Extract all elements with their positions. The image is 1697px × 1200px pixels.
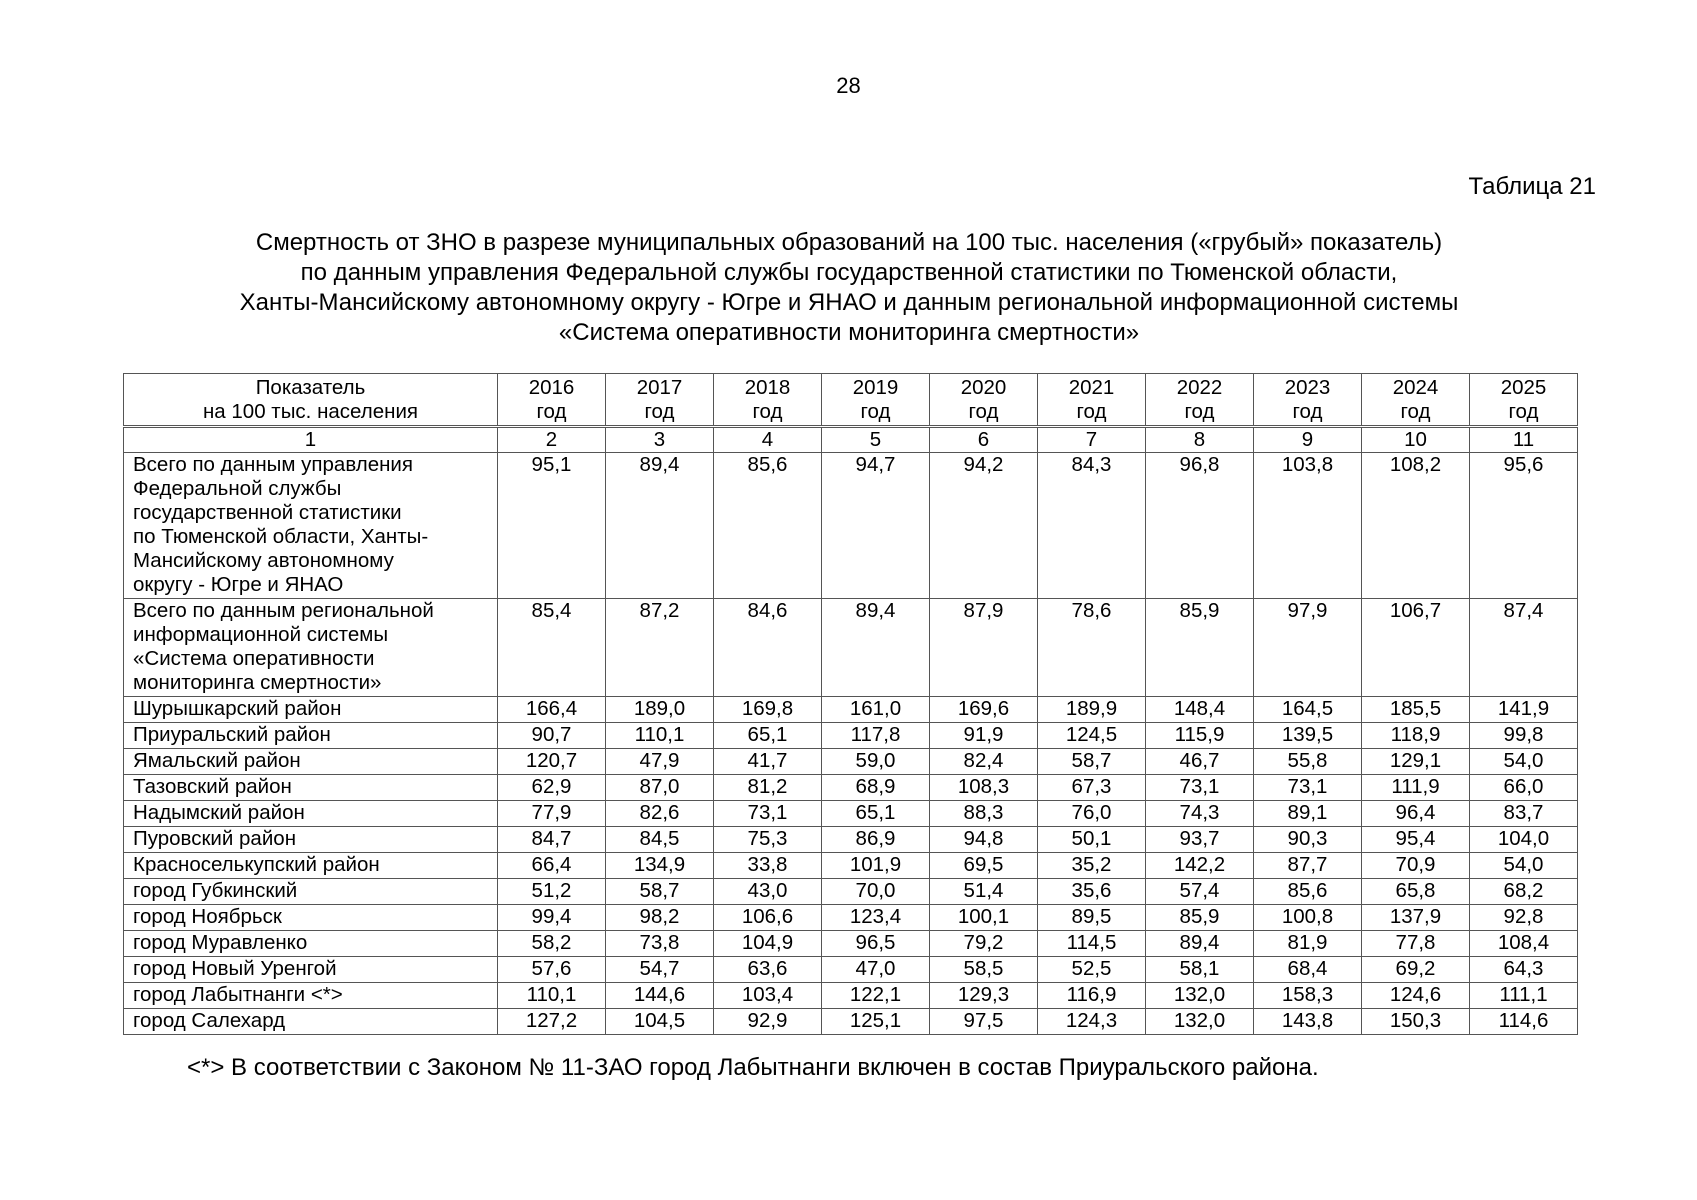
cell-value: 95,1 — [498, 453, 606, 599]
row-name — [124, 453, 498, 599]
cell-value: 58,2 — [498, 931, 606, 957]
row-name-text: город Лабытнанги <*> — [133, 983, 343, 1006]
cell-value: 90,7 — [498, 723, 606, 749]
cell-value: 87,0 — [606, 775, 714, 801]
cell-value: 101,9 — [822, 853, 930, 879]
row-name-text: город Губкинский — [133, 879, 298, 902]
cell-value: 35,6 — [1038, 879, 1146, 905]
table-row — [124, 749, 1578, 775]
cell-value: 87,7 — [1254, 853, 1362, 879]
cell-value: 90,3 — [1254, 827, 1362, 853]
cell-value: 161,0 — [822, 697, 930, 723]
row-name-text: город Салехард — [133, 1009, 286, 1032]
header-year — [606, 374, 714, 427]
header-year — [1254, 374, 1362, 427]
row-name-text: город Муравленко — [133, 931, 308, 954]
cell-value: 115,9 — [1146, 723, 1254, 749]
cell-value: 127,2 — [498, 1009, 606, 1035]
cell-value: 59,0 — [822, 749, 930, 775]
header-line: 2016 — [528, 376, 575, 399]
cell-value: 69,2 — [1362, 957, 1470, 983]
table-row — [124, 801, 1578, 827]
row-name — [124, 827, 498, 853]
cell-value: 84,7 — [498, 827, 606, 853]
cell-value: 78,6 — [1038, 599, 1146, 697]
cell-value: 85,9 — [1146, 599, 1254, 697]
header-line: год — [1292, 400, 1323, 423]
cell-value: 85,4 — [498, 599, 606, 697]
cell-value: 83,7 — [1470, 801, 1578, 827]
table-row — [124, 931, 1578, 957]
cell-value: 73,8 — [606, 931, 714, 957]
table-row — [124, 723, 1578, 749]
column-numbers-row — [124, 427, 1578, 453]
cell-value: 91,9 — [930, 723, 1038, 749]
header-line: год — [536, 400, 567, 423]
footnote: <*> В соответствии с Законом № 11-ЗАО город Лабытнанги включен в состав Приуральского района. — [187, 1054, 1319, 1081]
table-row — [124, 697, 1578, 723]
cell-value: 189,0 — [606, 697, 714, 723]
mortality-table — [123, 373, 1578, 1035]
table-row — [124, 599, 1578, 697]
cell-value: 47,9 — [606, 749, 714, 775]
cell-value: 141,9 — [1470, 697, 1578, 723]
cell-value: 63,6 — [714, 957, 822, 983]
row-name — [124, 775, 498, 801]
title-line: по данным управления Федеральной службы государственной статистики по Тюменской области, — [300, 259, 1398, 286]
column-number: 10 — [1362, 427, 1470, 453]
cell-value: 69,5 — [930, 853, 1038, 879]
cell-value: 164,5 — [1254, 697, 1362, 723]
cell-value: 92,9 — [714, 1009, 822, 1035]
cell-value: 92,8 — [1470, 905, 1578, 931]
cell-value: 123,4 — [822, 905, 930, 931]
header-line: 2022 — [1176, 376, 1223, 399]
cell-value: 58,5 — [930, 957, 1038, 983]
header-line: 2020 — [960, 376, 1007, 399]
cell-value: 132,0 — [1146, 983, 1254, 1009]
page-number: 28 — [836, 73, 861, 98]
row-name-text: Тазовский район — [133, 775, 292, 798]
cell-value: 137,9 — [1362, 905, 1470, 931]
cell-value: 104,5 — [606, 1009, 714, 1035]
cell-value: 94,8 — [930, 827, 1038, 853]
row-name-text: Шурышкарский район — [133, 697, 342, 720]
cell-value: 129,3 — [930, 983, 1038, 1009]
cell-value: 70,0 — [822, 879, 930, 905]
cell-value: 82,4 — [930, 749, 1038, 775]
cell-value: 98,2 — [606, 905, 714, 931]
cell-value: 96,4 — [1362, 801, 1470, 827]
cell-value: 134,9 — [606, 853, 714, 879]
cell-value: 129,1 — [1362, 749, 1470, 775]
cell-value: 132,0 — [1146, 1009, 1254, 1035]
table-row — [124, 1009, 1578, 1035]
cell-value: 96,8 — [1146, 453, 1254, 599]
row-name-text: Всего по данным управления Федеральной службы государственной статистики по Тюменской области, Ханты- Мансийскому автономному округу - Югре и ЯНАО — [133, 453, 429, 596]
cell-value: 68,9 — [822, 775, 930, 801]
cell-value: 89,4 — [606, 453, 714, 599]
header-line: 2024 — [1392, 376, 1439, 399]
cell-value: 103,8 — [1254, 453, 1362, 599]
column-number: 9 — [1254, 427, 1362, 453]
column-number: 5 — [822, 427, 930, 453]
table-label: Таблица 21 — [1468, 173, 1596, 200]
cell-value: 94,7 — [822, 453, 930, 599]
header-line: 2018 — [744, 376, 791, 399]
cell-value: 142,2 — [1146, 853, 1254, 879]
cell-value: 67,3 — [1038, 775, 1146, 801]
cell-value: 87,9 — [930, 599, 1038, 697]
row-name — [124, 749, 498, 775]
cell-value: 99,4 — [498, 905, 606, 931]
table-title — [140, 228, 1558, 348]
header-line: год — [1400, 400, 1431, 423]
cell-value: 85,9 — [1146, 905, 1254, 931]
row-name — [124, 905, 498, 931]
cell-value: 108,2 — [1362, 453, 1470, 599]
cell-value: 100,8 — [1254, 905, 1362, 931]
cell-value: 95,4 — [1362, 827, 1470, 853]
header-line: 2021 — [1068, 376, 1115, 399]
cell-value: 150,3 — [1362, 1009, 1470, 1035]
cell-value: 104,0 — [1470, 827, 1578, 853]
cell-value: 87,4 — [1470, 599, 1578, 697]
column-number: 8 — [1146, 427, 1254, 453]
cell-value: 185,5 — [1362, 697, 1470, 723]
header-line: год — [752, 400, 783, 423]
cell-value: 68,4 — [1254, 957, 1362, 983]
cell-value: 189,9 — [1038, 697, 1146, 723]
cell-value: 89,1 — [1254, 801, 1362, 827]
row-name-text: город Ноябрьск — [133, 905, 282, 928]
cell-value: 73,1 — [1254, 775, 1362, 801]
cell-value: 122,1 — [822, 983, 930, 1009]
cell-value: 50,1 — [1038, 827, 1146, 853]
header-year — [930, 374, 1038, 427]
cell-value: 124,3 — [1038, 1009, 1146, 1035]
cell-value: 106,6 — [714, 905, 822, 931]
row-name-text: Приуральский район — [133, 723, 331, 746]
cell-value: 41,7 — [714, 749, 822, 775]
header-year — [1146, 374, 1254, 427]
cell-value: 65,1 — [714, 723, 822, 749]
cell-value: 111,1 — [1470, 983, 1578, 1009]
cell-value: 82,6 — [606, 801, 714, 827]
row-name-text: Ямальский район — [133, 749, 301, 772]
cell-value: 33,8 — [714, 853, 822, 879]
cell-value: 57,4 — [1146, 879, 1254, 905]
row-name — [124, 931, 498, 957]
cell-value: 116,9 — [1038, 983, 1146, 1009]
title-line: «Система оперативности мониторинга смертности» — [558, 319, 1140, 346]
header-year — [1038, 374, 1146, 427]
cell-value: 85,6 — [1254, 879, 1362, 905]
cell-value: 81,9 — [1254, 931, 1362, 957]
header-line: год — [1508, 400, 1539, 423]
cell-value: 124,6 — [1362, 983, 1470, 1009]
cell-value: 120,7 — [498, 749, 606, 775]
row-name — [124, 983, 498, 1009]
header-year — [822, 374, 930, 427]
column-number: 4 — [714, 427, 822, 453]
row-name — [124, 723, 498, 749]
title-line: Смертность от ЗНО в разрезе муниципальных образований на 100 тыс. населения («грубый» показатель) — [255, 229, 1443, 256]
cell-value: 111,9 — [1362, 775, 1470, 801]
table-row — [124, 853, 1578, 879]
cell-value: 54,0 — [1470, 749, 1578, 775]
cell-value: 97,9 — [1254, 599, 1362, 697]
header-year — [1362, 374, 1470, 427]
row-name-text: город Новый Уренгой — [133, 957, 337, 980]
cell-value: 68,2 — [1470, 879, 1578, 905]
cell-value: 74,3 — [1146, 801, 1254, 827]
row-name-text: Пуровский район — [133, 827, 297, 850]
cell-value: 110,1 — [606, 723, 714, 749]
cell-value: 148,4 — [1146, 697, 1254, 723]
cell-value: 95,6 — [1470, 453, 1578, 599]
cell-value: 89,5 — [1038, 905, 1146, 931]
cell-value: 100,1 — [930, 905, 1038, 931]
cell-value: 58,1 — [1146, 957, 1254, 983]
table-row — [124, 905, 1578, 931]
row-name — [124, 853, 498, 879]
cell-value: 57,6 — [498, 957, 606, 983]
cell-value: 117,8 — [822, 723, 930, 749]
cell-value: 104,9 — [714, 931, 822, 957]
cell-value: 139,5 — [1254, 723, 1362, 749]
cell-value: 108,3 — [930, 775, 1038, 801]
cell-value: 88,3 — [930, 801, 1038, 827]
cell-value: 169,8 — [714, 697, 822, 723]
cell-value: 54,7 — [606, 957, 714, 983]
cell-value: 70,9 — [1362, 853, 1470, 879]
header-line: на 100 тыс. населения — [202, 400, 418, 423]
header-indicator — [124, 374, 498, 427]
cell-value: 76,0 — [1038, 801, 1146, 827]
column-number: 2 — [498, 427, 606, 453]
table-row — [124, 957, 1578, 983]
cell-value: 84,3 — [1038, 453, 1146, 599]
cell-value: 125,1 — [822, 1009, 930, 1035]
cell-value: 77,8 — [1362, 931, 1470, 957]
cell-value: 108,4 — [1470, 931, 1578, 957]
cell-value: 86,9 — [822, 827, 930, 853]
header-line: Показатель — [255, 376, 366, 399]
cell-value: 114,6 — [1470, 1009, 1578, 1035]
cell-value: 84,5 — [606, 827, 714, 853]
cell-value: 85,6 — [714, 453, 822, 599]
cell-value: 58,7 — [606, 879, 714, 905]
cell-value: 55,8 — [1254, 749, 1362, 775]
row-name-text: Красноселькупский район — [133, 853, 380, 876]
cell-value: 144,6 — [606, 983, 714, 1009]
cell-value: 65,8 — [1362, 879, 1470, 905]
row-name-text: Надымский район — [133, 801, 305, 824]
header-line: год — [860, 400, 891, 423]
table-row — [124, 879, 1578, 905]
header-line: 2019 — [852, 376, 899, 399]
header-line: 2017 — [636, 376, 683, 399]
cell-value: 118,9 — [1362, 723, 1470, 749]
cell-value: 110,1 — [498, 983, 606, 1009]
cell-value: 81,2 — [714, 775, 822, 801]
cell-value: 79,2 — [930, 931, 1038, 957]
cell-value: 169,6 — [930, 697, 1038, 723]
table-row — [124, 827, 1578, 853]
cell-value: 46,7 — [1146, 749, 1254, 775]
column-number: 11 — [1470, 427, 1578, 453]
cell-value: 96,5 — [822, 931, 930, 957]
cell-value: 47,0 — [822, 957, 930, 983]
cell-value: 62,9 — [498, 775, 606, 801]
column-number: 7 — [1038, 427, 1146, 453]
header-line: год — [968, 400, 999, 423]
header-line: 2025 — [1500, 376, 1547, 399]
column-number: 1 — [124, 427, 498, 453]
cell-value: 65,1 — [822, 801, 930, 827]
row-name — [124, 1009, 498, 1035]
cell-value: 89,4 — [822, 599, 930, 697]
header-line: год — [1076, 400, 1107, 423]
table-row — [124, 453, 1578, 599]
cell-value: 75,3 — [714, 827, 822, 853]
row-name — [124, 697, 498, 723]
cell-value: 103,4 — [714, 983, 822, 1009]
header-line: год — [1184, 400, 1215, 423]
cell-value: 158,3 — [1254, 983, 1362, 1009]
cell-value: 77,9 — [498, 801, 606, 827]
cell-value: 54,0 — [1470, 853, 1578, 879]
row-name-text: Всего по данным региональной информационной системы «Система оперативности мониторинга смертности» — [133, 599, 434, 694]
table-body — [124, 427, 1578, 1035]
cell-value: 52,5 — [1038, 957, 1146, 983]
cell-value: 97,5 — [930, 1009, 1038, 1035]
header-line: год — [644, 400, 675, 423]
cell-value: 35,2 — [1038, 853, 1146, 879]
cell-value: 94,2 — [930, 453, 1038, 599]
header-year — [714, 374, 822, 427]
cell-value: 114,5 — [1038, 931, 1146, 957]
row-name — [124, 801, 498, 827]
cell-value: 93,7 — [1146, 827, 1254, 853]
cell-value: 99,8 — [1470, 723, 1578, 749]
cell-value: 87,2 — [606, 599, 714, 697]
table-row — [124, 983, 1578, 1009]
cell-value: 73,1 — [1146, 775, 1254, 801]
cell-value: 106,7 — [1362, 599, 1470, 697]
cell-value: 166,4 — [498, 697, 606, 723]
cell-value: 51,2 — [498, 879, 606, 905]
column-number: 3 — [606, 427, 714, 453]
cell-value: 124,5 — [1038, 723, 1146, 749]
title-line: Ханты-Мансийскому автономному округу - Югре и ЯНАО и данным региональной информационной системы — [239, 289, 1459, 316]
header-line: 2023 — [1284, 376, 1331, 399]
row-name — [124, 879, 498, 905]
cell-value: 66,0 — [1470, 775, 1578, 801]
table-row — [124, 775, 1578, 801]
cell-value: 58,7 — [1038, 749, 1146, 775]
cell-value: 143,8 — [1254, 1009, 1362, 1035]
cell-value: 43,0 — [714, 879, 822, 905]
cell-value: 51,4 — [930, 879, 1038, 905]
column-number: 6 — [930, 427, 1038, 453]
cell-value: 84,6 — [714, 599, 822, 697]
header-year — [1470, 374, 1578, 427]
cell-value: 89,4 — [1146, 931, 1254, 957]
row-name — [124, 957, 498, 983]
row-name — [124, 599, 498, 697]
cell-value: 64,3 — [1470, 957, 1578, 983]
table-header-row — [124, 374, 1578, 427]
header-year — [498, 374, 606, 427]
cell-value: 73,1 — [714, 801, 822, 827]
cell-value: 66,4 — [498, 853, 606, 879]
